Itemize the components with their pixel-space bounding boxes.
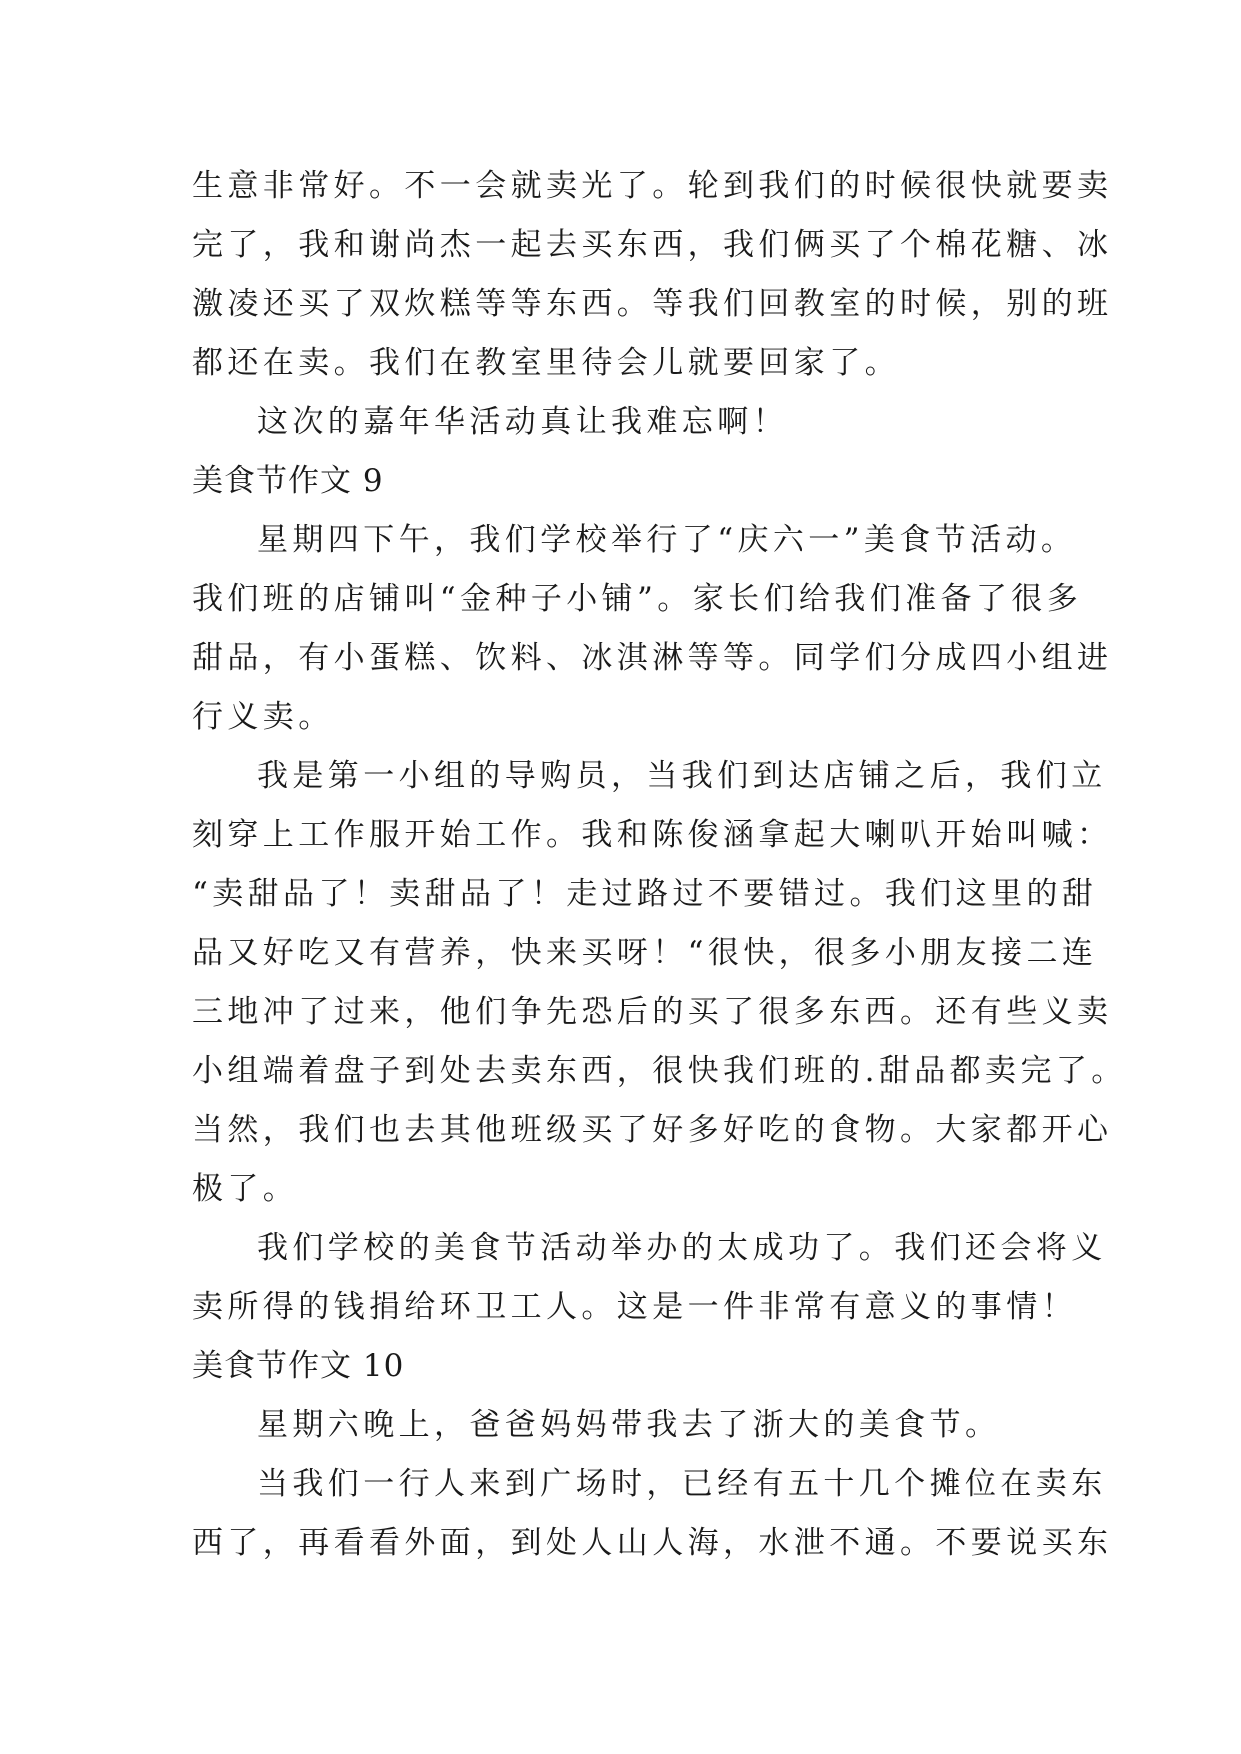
body-line: 星期四下午，我们学校举行了“庆六一”美食节活动。 (257, 522, 1077, 558)
body-line: 甜品，有小蛋糕、饮料、冰淇淋等等。同学们分成四小组进 (192, 640, 1113, 676)
body-line: 品又好吃又有营养，快来买呀！“很快，很多小朋友接二连 (192, 935, 1098, 971)
body-line: 三地冲了过来，他们争先恐后的买了很多东西。还有些义卖 (192, 994, 1113, 1030)
body-line: 生意非常好。不一会就卖光了。轮到我们的时候很快就要卖 (192, 168, 1113, 204)
body-line: 极了。 (192, 1171, 299, 1207)
body-line: 刻穿上工作服开始工作。我和陈俊涵拿起大喇叭开始叫喊： (192, 817, 1113, 853)
body-line: 激凌还买了双炊糕等等东西。等我们回教室的时候，别的班 (192, 286, 1113, 322)
body-line: 小组端着盘子到处去卖东西，很快我们班的.甜品都卖完了。 (192, 1053, 1127, 1089)
body-line: 都还在卖。我们在教室里待会儿就要回家了。 (192, 345, 900, 381)
body-line: 当然，我们也去其他班级买了好多好吃的食物。大家都开心 (192, 1112, 1113, 1148)
body-line: 西了，再看看外面，到处人山人海，水泄不通。不要说买东 (192, 1525, 1113, 1561)
body-line: 行义卖。 (192, 699, 334, 735)
body-line: 星期六晚上，爸爸妈妈带我去了浙大的美食节。 (257, 1407, 1001, 1443)
body-line: 我们学校的美食节活动举办的太成功了。我们还会将义 (257, 1230, 1107, 1266)
body-line: “卖甜品了！卖甜品了！走过路过不要错过。我们这里的甜 (192, 876, 1098, 912)
body-line: 我们班的店铺叫“金种子小铺”。家长们给我们准备了很多 (192, 581, 1083, 617)
section-heading: 美食节作文 10 (192, 1348, 405, 1384)
body-line: 卖所得的钱捐给环卫工人。这是一件非常有意义的事情！ (192, 1289, 1077, 1325)
body-line: 这次的嘉年华活动真让我难忘啊！ (257, 404, 788, 440)
body-line: 完了，我和谢尚杰一起去买东西，我们俩买了个棉花糖、冰 (192, 227, 1113, 263)
body-line: 我是第一小组的导购员，当我们到达店铺之后，我们立 (257, 758, 1107, 794)
body-line: 当我们一行人来到广场时，已经有五十几个摊位在卖东 (257, 1466, 1107, 1502)
section-heading: 美食节作文 9 (192, 463, 384, 499)
